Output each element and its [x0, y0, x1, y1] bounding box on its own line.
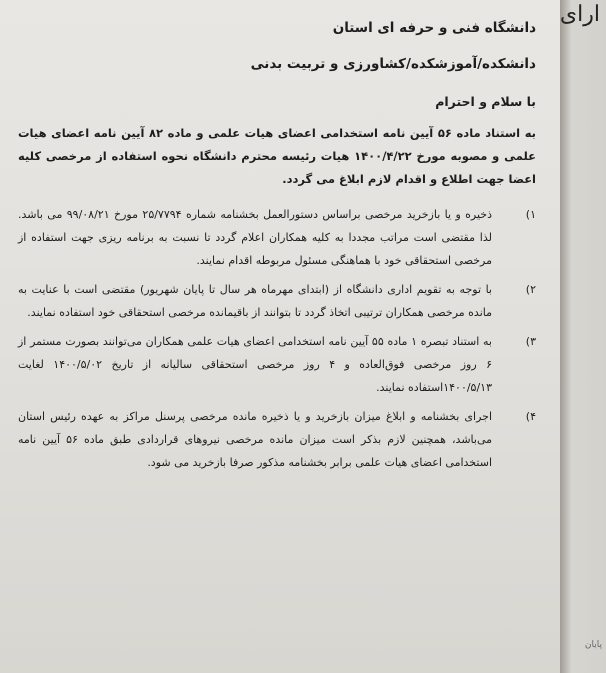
item-number: ۲) — [525, 283, 536, 296]
list-item — [18, 278, 536, 324]
item-number: ۱) — [525, 208, 536, 221]
item-text: ذخیره و یا بازخرید مرخصی براساس دستورالعمل بخشنامه شماره ۲۵/۷۷۹۴ مورخ ۹۹/۰۸/۲۱ می باشد. لذا مقتضی است مراتب مجددا به کلیه همکاران اعلام گردد تا نسبت به برنامه ریزی جهت استفاده از مرخصی استحقاقی خود با هماهنگی مسئول مربوطه اقدام نمایند. — [18, 208, 492, 267]
faculty-title: دانشکده/آموزشکده/کشاورزی و تربیت بدنی — [250, 56, 536, 72]
item-text: اجرای بخشنامه و ابلاغ میزان بازخرید و یا ذخیره مانده مرخصی پرسنل مراکز به عهده رئیس استان می‌باشد، همچنین لازم بذکر است میزان مانده مرخصی نیروهای قراردادی طبق ماده ۵۶ آیین نامه استخدامی اعضای هیات علمی برابر بخشنامه مذکور صرفا بازخرید می شود. — [18, 410, 493, 469]
edge-text-top: ارای — [559, 2, 600, 27]
item-number: ۴) — [525, 410, 536, 423]
underlying-page-edge — [560, 0, 606, 673]
edge-text-bottom: پایان — [584, 640, 602, 650]
greeting: با سلام و احترام — [435, 94, 536, 109]
list-item — [18, 203, 536, 272]
list-item — [18, 330, 536, 399]
university-title: دانشگاه فنی و حرفه ای استان — [332, 20, 536, 36]
item-text: به استناد تبصره ۱ ماده ۵۵ آیین نامه استخدامی اعضای هیات علمی همکاران می‌توانند بصورت مستمر از ۶ روز مرخصی فوق‌العاده و ۴ روز مرخصی استحقاقی سالیانه از تاریخ ۱۴۰۰/۵/۰۲ لغایت ۱۴۰۰/۵/۱۳استفاده نمایند. — [18, 335, 492, 394]
numbered-list — [18, 203, 536, 474]
item-number: ۳) — [525, 335, 536, 348]
item-text: با توجه به تقویم اداری دانشگاه از (ابتدای مهرماه هر سال تا پایان شهریور) مقتضی است با عنایت به مانده مرخصی همکاران ترتیبی اتخاذ گردد تا بتوانند از باقیمانده مرخصی استحقاقی خود استفاده نمایند. — [18, 283, 492, 319]
letter-body — [18, 20, 536, 480]
intro-paragraph: به استناد ماده ۵۶ آیین نامه استخدامی اعضای هیات علمی و ماده ۸۲ آیین نامه اعضای هیات علمی و مصوبه مورخ ۱۴۰۰/۴/۲۲ هیات رئیسه محترم دانشگاه نحوه استفاده از مرخصی کلیه اعضا جهت اطلاع و اقدام لازم ابلاغ می گردد. — [18, 126, 536, 186]
list-item — [18, 405, 536, 474]
